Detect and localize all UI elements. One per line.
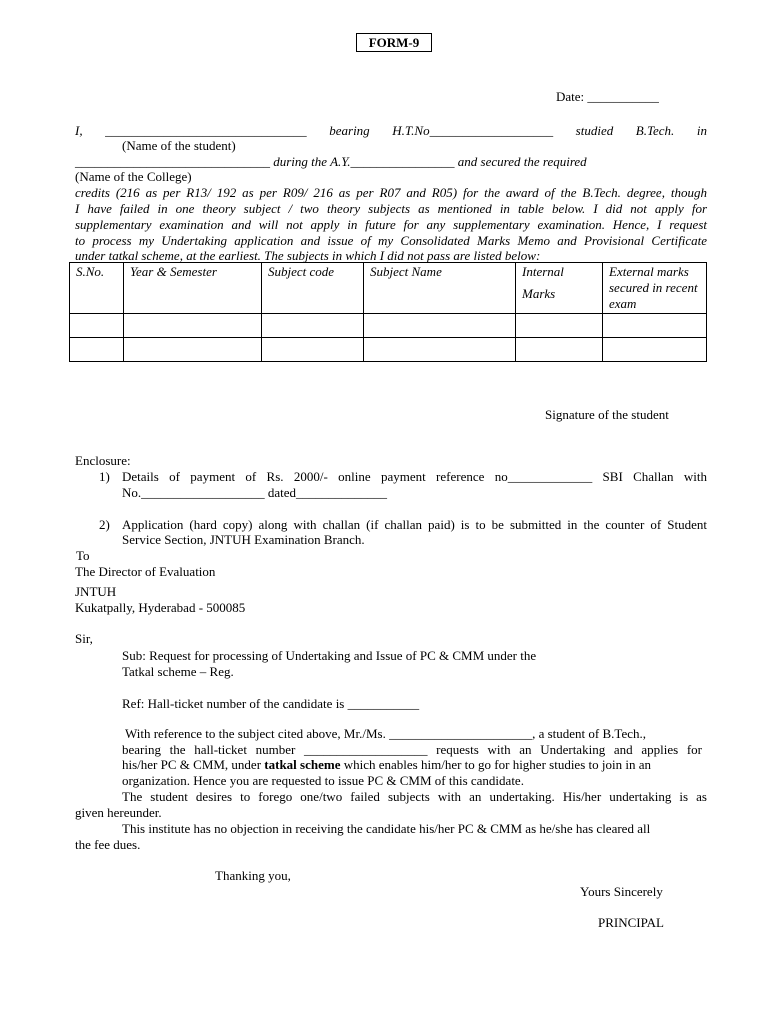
paragraph-1-line-3 (122, 757, 651, 772)
address-line-3: Kukatpally, Hyderabad - 500085 (75, 600, 246, 615)
table-cell[interactable] (70, 314, 124, 338)
paragraph-2-line-1: The student desires to forego one/two failed subjects with an undertaking. His/her undertaking is as (122, 789, 707, 804)
thanking-you: Thanking you, (215, 868, 291, 883)
enclosure-title: Enclosure: (75, 453, 131, 468)
principal-signature: PRINCIPAL (598, 915, 664, 930)
signature-of-student: Signature of the student (545, 407, 669, 422)
table-cell[interactable] (70, 338, 124, 362)
enclosure-item-2-line-1: Application (hard copy) along with challan (if challan paid) is to be submitted in the counter of Student (122, 517, 707, 532)
header-sno: S.No. (70, 263, 124, 314)
header-subject-code: Subject code (262, 263, 364, 314)
reference-line: Ref: Hall-ticket number of the candidate is ___________ (122, 696, 420, 711)
declaration-body-line: I have failed in one theory subject / two theory subjects as mentioned in table below. I did not apply for (75, 201, 707, 216)
table-cell[interactable] (516, 338, 603, 362)
enclosure-item-1-line-1: Details of payment of Rs. 2000/- online payment reference no_____________ SBI Challan with (122, 469, 707, 484)
declaration-body-line: under tatkal scheme, at the earliest. The subjects in which I did not pass are listed below: (75, 248, 541, 263)
form-title: FORM-9 (356, 33, 432, 52)
declaration-body-line: credits (216 as per R13/ 192 as per R09/ 216 as per R07 and R05) for the award of the B.Tech. degree, though (75, 185, 707, 200)
header-subject-name: Subject Name (364, 263, 516, 314)
subject-line-1: Sub: Request for processing of Undertaking and Issue of PC & CMM under the (122, 648, 537, 663)
paragraph-1-line-3-start: his/her PC & CMM, under (122, 757, 265, 772)
table-cell[interactable] (603, 338, 707, 362)
address-line-2: JNTUH (75, 584, 117, 599)
header-internal-marks (516, 263, 603, 314)
paragraph-2-line-2: given hereunder. (75, 805, 162, 820)
header-internal-line1: Internal (522, 264, 564, 279)
college-name-hint: (Name of the College) (75, 169, 192, 184)
table-cell[interactable] (124, 314, 262, 338)
table-cell[interactable] (124, 338, 262, 362)
address-to: To (76, 548, 90, 563)
enclosure-item-1-line-2: No.___________________ dated______________ (122, 485, 388, 500)
table-cell[interactable] (603, 314, 707, 338)
paragraph-1-line-2: bearing the hall-ticket number ___________________ requests with an Undertaking and applies for (122, 742, 702, 757)
table-row (70, 338, 707, 362)
table-row (70, 314, 707, 338)
header-year-semester: Year & Semester (124, 263, 262, 314)
paragraph-1-line-4: organization. Hence you are requested to issue PC & CMM of this candidate. (122, 773, 524, 788)
declaration-body-line: supplementary examination and will not apply in future for any supplementary examination. Hence, I request (75, 217, 707, 232)
declaration-body-line: to process my Undertaking application and issue of my Consolidated Marks Memo and Provisional Certificate (75, 233, 707, 248)
table-cell[interactable] (262, 338, 364, 362)
failed-subjects-table (69, 262, 707, 362)
table-cell[interactable] (364, 338, 516, 362)
table-header-row (70, 263, 707, 314)
paragraph-1-line-1: With reference to the subject cited above, Mr./Ms. ______________________, a student of B.Tech., (125, 726, 646, 741)
enclosure-item-2-line-2: Service Section, JNTUH Examination Branch. (122, 532, 365, 547)
paragraph-1-line-3-end: which enables him/her to go for higher studies to join in an (340, 757, 651, 772)
table-cell[interactable] (262, 314, 364, 338)
salutation: Sir, (75, 631, 93, 646)
enclosure-item-2-number: 2) (99, 517, 110, 532)
yours-sincerely: Yours Sincerely (580, 884, 663, 899)
table-cell[interactable] (516, 314, 603, 338)
tatkal-scheme-emphasis: tatkal scheme (264, 757, 341, 772)
header-external-marks: External marks secured in recent exam (603, 263, 707, 314)
paragraph-3-line-1: This institute has no objection in receiving the candidate his/her PC & CMM as he/she has cleared all (122, 821, 651, 836)
paragraph-3-line-2: the fee dues. (75, 837, 141, 852)
enclosure-item-1-number: 1) (99, 469, 110, 484)
date-line: Date: ___________ (556, 89, 659, 104)
subject-line-2: Tatkal scheme – Reg. (122, 664, 234, 679)
address-line-1: The Director of Evaluation (75, 564, 216, 579)
header-internal-line2: Marks (522, 286, 556, 301)
declaration-line-1: I, _______________________________ bearing H.T.No___________________ studied B.Tech. in (75, 123, 707, 138)
declaration-line-2: ______________________________ during the A.Y.________________ and secured the required (75, 154, 587, 169)
student-name-hint: (Name of the student) (122, 138, 236, 153)
table-cell[interactable] (364, 314, 516, 338)
